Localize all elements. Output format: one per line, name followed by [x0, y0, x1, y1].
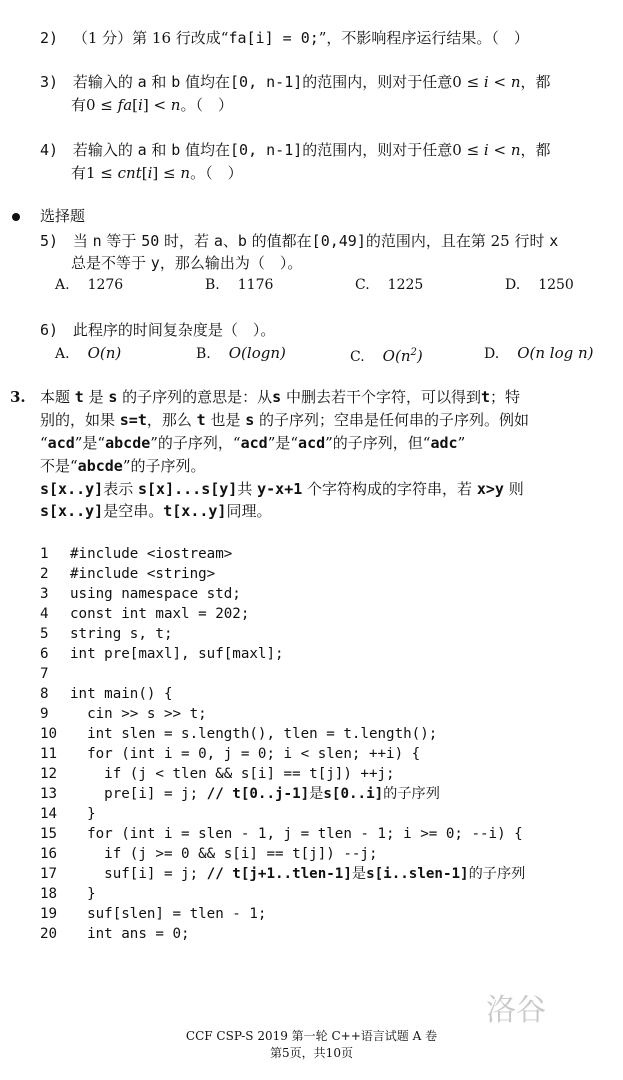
code-line [40, 604, 525, 624]
desc-text: 共 [237, 480, 258, 498]
question-text: 有0 ≤ [71, 96, 118, 114]
question-score: （1 分） [72, 29, 133, 47]
desc-text: ；特 [490, 388, 521, 406]
question-number: 4) [40, 141, 59, 159]
line-number: 20 [40, 926, 58, 942]
line-number: 10 [40, 726, 58, 742]
inline-code: acd [47, 434, 75, 452]
question-number: 3) [40, 73, 59, 91]
question-text: ] ≤ [152, 164, 181, 182]
formula-part: 2 [410, 347, 417, 358]
code-text: int slen = s.length(), tlen = t.length(); [70, 726, 438, 742]
inline-code: [0, n-1] [230, 73, 303, 91]
inline-code: b [237, 232, 247, 250]
line-number: 16 [40, 846, 58, 862]
code-text: for (int i = 0, j = 0; i < slen; ++i) { [70, 746, 421, 762]
watermark-logo: 洛谷 [486, 993, 546, 1028]
question-text: 有1 ≤ [71, 164, 118, 182]
formula-part: n [105, 344, 116, 362]
question-text: 的范围内，则对于任意0 ≤ [302, 141, 484, 159]
code-line [40, 584, 525, 604]
desc-text: 中删去若干个字符，可以得到 [281, 388, 481, 406]
question-text: 的范围内，则对于任意0 ≤ [302, 73, 484, 91]
line-number: 8 [40, 686, 49, 702]
question-text: 。（ ） [180, 96, 233, 114]
desc-text: 是 [83, 388, 109, 406]
option-b[interactable] [205, 275, 273, 295]
formula-part: log [545, 344, 578, 362]
question-number: 6) [40, 321, 59, 339]
line-number: 3 [40, 586, 49, 602]
code-text: string s, t; [70, 626, 173, 642]
code-text: int pre[maxl], suf[maxl]; [70, 646, 284, 662]
line-number: 18 [40, 886, 58, 902]
question-text: < [488, 141, 511, 159]
desc-text: ”的子序列，“ [150, 434, 241, 452]
formula-part: n) [577, 344, 594, 362]
code-comment: s[i..slen-1] [366, 866, 469, 882]
inline-code: [0, n-1] [230, 141, 303, 159]
code-line [40, 904, 525, 924]
footer-page: 第5页，共10页 [270, 1046, 353, 1060]
code-text: suf[slen] = tlen - 1; [70, 906, 267, 922]
question-text: 第 16 行改成“ [132, 29, 229, 47]
inline-code: b [171, 141, 181, 159]
inline-code: a [213, 232, 223, 250]
question-text: 的范围内，且在第 25 行时 [365, 232, 550, 250]
math-var: i [483, 141, 489, 159]
inline-code: a [137, 73, 147, 91]
inline-code: acd [298, 434, 326, 452]
desc-text: 则 [503, 480, 524, 498]
desc-text: “ [40, 434, 48, 452]
option-formula [88, 344, 122, 362]
question-text: 等于 [101, 232, 142, 250]
code-text: using namespace std; [70, 586, 241, 602]
line-number: 13 [40, 786, 58, 802]
math-var: n [170, 96, 181, 114]
code-text: #include <string> [70, 566, 216, 582]
line-number: 15 [40, 826, 58, 842]
inline-code: s [272, 388, 282, 406]
option-label: B. [205, 277, 220, 293]
desc-text: ”的子序列。 [122, 457, 206, 475]
code-line [40, 884, 525, 904]
code-text: for (int i = slen - 1, j = tlen - 1; i >= 0; --i) { [70, 826, 523, 842]
math-var: n [510, 73, 521, 91]
formula-part: O( [517, 344, 536, 362]
question-text: < [488, 73, 511, 91]
option-c[interactable] [350, 343, 423, 367]
question-text: 此程序的时间复杂度是（ ）。 [72, 321, 276, 339]
question-text: 总是不等于 [71, 254, 151, 272]
question-text: 值均在 [180, 141, 231, 159]
code-text: const int maxl = 202; [70, 606, 250, 622]
code-text: if (j >= 0 && s[i] == t[j]) --j; [70, 846, 378, 862]
code-comment: // t[0..j-1] [206, 786, 310, 802]
desc-text: 同理。 [226, 502, 272, 520]
code-line [40, 664, 525, 684]
desc-text: 也是 [205, 411, 246, 429]
code-line [40, 544, 525, 564]
option-d[interactable] [484, 343, 594, 364]
inline-code: s [108, 388, 118, 406]
inline-code: s[x]...s[y] [138, 480, 238, 498]
code-comment: s[0..i] [323, 786, 384, 802]
code-line [40, 924, 525, 944]
code-line [40, 564, 525, 584]
code-line [40, 644, 525, 664]
option-value: 1276 [87, 277, 124, 293]
inline-code: [0,49] [311, 232, 366, 250]
question-text: 当 [72, 232, 93, 250]
question-text: 值均在 [180, 73, 231, 91]
code-line [40, 704, 525, 724]
desc-text: 的子序列的意思是：从 [117, 388, 273, 406]
inline-code: abcde [77, 457, 123, 475]
option-a[interactable] [55, 275, 123, 295]
question-2 [40, 28, 529, 48]
inline-code: t [480, 388, 491, 406]
section-title: 选择题 [40, 207, 86, 225]
code-line [40, 684, 525, 704]
question-text: 时，若 [159, 232, 214, 250]
option-label: C. [355, 277, 370, 293]
desc-text: ”是“ [74, 434, 106, 452]
desc-text: 是空串。 [103, 502, 164, 520]
formula-part: O(log [228, 344, 271, 362]
question-5-line-2 [71, 253, 302, 273]
code-listing [40, 544, 525, 944]
math-var: cnt [117, 164, 142, 182]
line-number: 5 [40, 626, 49, 642]
desc-text: ，那么 [146, 411, 197, 429]
inline-code: a [137, 141, 147, 159]
inline-code: y [150, 254, 160, 272]
math-var: n [180, 164, 191, 182]
desc-text: ” [457, 434, 466, 452]
inline-code: adc [430, 434, 458, 452]
line-number: 2 [40, 566, 49, 582]
option-value: 1176 [237, 277, 274, 293]
option-formula [229, 344, 286, 362]
option-b[interactable] [196, 343, 286, 364]
inline-code: abcde [105, 434, 151, 452]
math-var: fa [117, 96, 133, 114]
math-var: i [147, 164, 153, 182]
line-number: 7 [40, 666, 49, 682]
code-line [40, 724, 525, 744]
question-number: 5) [40, 232, 59, 250]
code-text: cin >> s >> t; [70, 706, 207, 722]
formula-part: ) [416, 347, 423, 365]
code-text: #include <iostream> [70, 546, 233, 562]
code-text: if (j < tlen && s[i] == t[j]) ++j; [70, 766, 395, 782]
code-line [40, 804, 525, 824]
formula-part: n [400, 347, 411, 365]
question-number: 2) [40, 29, 59, 47]
inline-code: x>y [476, 480, 504, 498]
line-number: 14 [40, 806, 58, 822]
line-number: 9 [40, 706, 49, 722]
formula-part: n [270, 344, 281, 362]
inline-code: b [171, 73, 181, 91]
code-text: int main() { [70, 686, 173, 702]
math-var: i [483, 73, 489, 91]
formula-part: O( [87, 344, 106, 362]
question-text: ] < [142, 96, 171, 114]
option-label: C. [350, 349, 365, 365]
question-text: 和 [146, 141, 172, 159]
line-number: 19 [40, 906, 58, 922]
code-line [40, 864, 525, 884]
desc-text: 不是“ [40, 457, 78, 475]
code-line [40, 784, 525, 804]
line-number: 6 [40, 646, 49, 662]
formula-part: n [535, 344, 546, 362]
question-3-line-2 [71, 95, 233, 115]
code-line [40, 824, 525, 844]
problem-3-line-6 [40, 501, 271, 521]
math-var: n [510, 141, 521, 159]
option-label: D. [484, 346, 500, 362]
code-text: int ans = 0; [70, 926, 190, 942]
problem-3-line-5 [40, 479, 524, 499]
line-number: 11 [40, 746, 58, 762]
formula-part: ) [115, 344, 122, 362]
option-label: D. [505, 277, 521, 293]
desc-text: ”的子序列，但“ [325, 434, 431, 452]
inline-code: s[x..y] [40, 480, 104, 498]
inline-code: s [245, 411, 255, 429]
code-comment: 是 [309, 786, 324, 802]
problem-number: 3. [10, 388, 26, 406]
question-5 [40, 231, 558, 251]
footer-title: CCF CSP-S 2019 第一轮 C++语言试题 A 卷 [185, 1029, 438, 1043]
inline-code: s[x..y] [40, 502, 104, 520]
math-var: i [138, 96, 143, 114]
desc-text: 表示 [103, 480, 138, 498]
inline-code: s=t [119, 411, 147, 429]
inline-code: t[x..y] [163, 502, 227, 520]
desc-text: 别的，如果 [40, 411, 120, 429]
question-text: 若输入的 [72, 141, 138, 159]
option-formula [383, 347, 423, 365]
option-label: A. [55, 277, 70, 293]
desc-text: 个字符构成的字符串，若 [302, 480, 477, 498]
code-comment: 的子序列 [383, 786, 440, 802]
code-line [40, 744, 525, 764]
code-line [40, 624, 525, 644]
question-text: ，都 [520, 73, 551, 91]
formula-part: ) [280, 344, 286, 362]
code-text: suf[i] = j; [70, 866, 207, 882]
code-line [40, 844, 525, 864]
question-text: 。（ ） [190, 164, 243, 182]
code-line [40, 764, 525, 784]
code-text: } [70, 806, 96, 822]
option-a[interactable] [55, 343, 121, 364]
question-4-line-2 [71, 163, 243, 183]
option-d[interactable] [505, 275, 574, 295]
inline-code: acd [240, 434, 268, 452]
inline-code: t [196, 411, 206, 429]
code-comment: 是 [351, 866, 367, 882]
option-value: 1225 [387, 277, 424, 293]
problem-3-line-3 [40, 433, 465, 453]
option-value: 1250 [538, 277, 574, 293]
question-text: 的值都在 [246, 232, 312, 250]
inline-code: y-x+1 [257, 480, 303, 498]
option-c[interactable] [355, 275, 423, 295]
desc-text: 本题 [40, 388, 75, 406]
question-text: ，那么输出为（ ）。 [159, 254, 303, 272]
question-text: [ [141, 164, 148, 182]
line-number: 17 [40, 866, 58, 882]
inline-code: t [74, 388, 84, 406]
question-6 [40, 320, 275, 340]
question-text: ”，不影响程序运行结果。（ ） [318, 29, 529, 47]
desc-text: ”是“ [267, 434, 299, 452]
problem-3-line-1 [40, 387, 520, 407]
inline-code: fa[i] = 0; [228, 29, 319, 47]
option-formula [517, 344, 593, 362]
inline-code: n [92, 232, 102, 250]
code-comment: // t[j+1..tlen-1] [206, 866, 352, 882]
bullet-icon [12, 213, 20, 221]
inline-code: x [549, 232, 559, 250]
code-text: } [70, 886, 96, 902]
option-label: B. [196, 346, 211, 362]
question-4 [40, 140, 551, 160]
line-number: 12 [40, 766, 58, 782]
inline-code: 50 [141, 232, 160, 250]
question-text: 若输入的 [72, 73, 138, 91]
problem-3-line-4 [40, 456, 206, 476]
code-comment: 的子序列 [468, 866, 526, 882]
problem-3-line-2 [40, 410, 529, 430]
line-number: 1 [40, 546, 49, 562]
code-text: pre[i] = j; [70, 786, 207, 802]
question-text: [ [132, 96, 139, 114]
question-text: 、 [222, 232, 238, 250]
line-number: 4 [40, 606, 49, 622]
question-3 [40, 72, 551, 92]
question-text: 和 [146, 73, 172, 91]
desc-text: 的子序列；空串是任何串的子序列。例如 [254, 411, 530, 429]
question-text: ，都 [520, 141, 551, 159]
option-label: A. [55, 346, 70, 362]
formula-part: O( [382, 347, 401, 365]
